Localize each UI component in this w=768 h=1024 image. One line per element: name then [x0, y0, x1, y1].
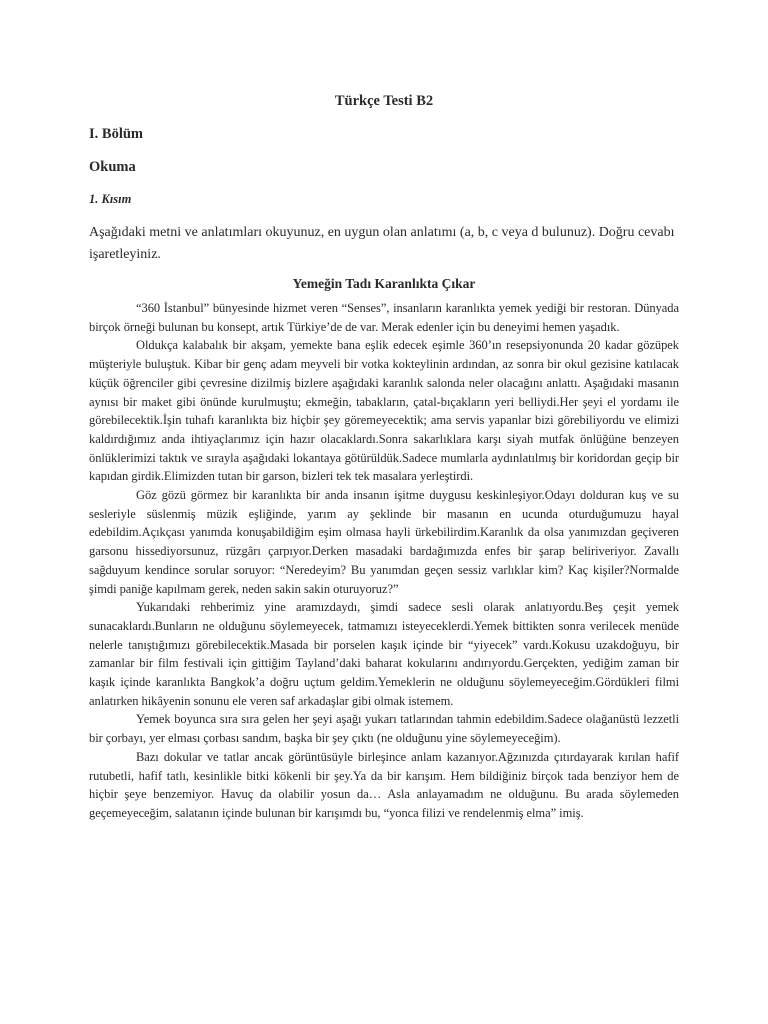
- paragraph: Bazı dokular ve tatlar ancak görüntüsüyle birleşince anlam kazanıyor.Ağzınızda çıtırdayarak kırılan hafif rutubetli, hafif tatlı, kesinlikle bitki kökenli bir şey.Ya da bir karışım. Hem bildiğiniz birçok tada benziyor hem de hiçbir şeye benzemiyor. Havuç da olabilir yosun da… Asla anlayamadım ne olduğunu. Bu arada söylemeden geçemeyeceğim, salatanın içinde bulunan bir karışımdı bu, “yonca filizi ve rendelenmiş elma” imiş.: [89, 749, 679, 820]
- subsection-heading: 1. Kısım: [89, 192, 132, 206]
- reading-title: Yemeğin Tadı Karanlıkta Çıkar: [292, 276, 476, 291]
- reading-body: [89, 299, 679, 823]
- paragraph: Oldukça kalabalık bir akşam, yemekte bana eşlik edecek eşimle 360’ın resepsiyonunda 20 kadar gözüpek müşteriyle buluştuk. Kibar bir genç adam meyveli bir votka kokteylinin ardından, az sonra bir okul gezisine katılacak küçük öğrenciler gibi çevresine dizilmiş bizlere aşağıdaki karanlık salonda neler olacağını anlattı. Aşağıdaki masanın aynısı bir maket gibi önünde kurulmuştu; ekmeğin, tabakların, çatal-bıçakların yeri belliydi.Her şeyi el yordamı ile görebilecektik.İşin tuhafı karanlıkta biz hiçbir şey göremeyecektik; ama servis yapanlar bizi görebiliyordu ve elimizi kaldırdığımız anda ihtiyaçlarımız için hazır olacaklardı.Sonra sakarlıklara karşı siyah mutfak önlüğüne benzeyen önlüklerimizi taktık ve sırayla aşağıdaki lokantaya götürüldük.Sadece mumlarla aydınlatılmış bir koridordan geçip bir kapıdan girdik.Elimizden tutan bir garson, bizleri tek tek masalara yerleştirdi.: [89, 338, 679, 484]
- paragraph: Yukarıdaki rehberimiz yine aramızdaydı, şimdi sadece sesli olarak anlatıyordu.Beş çeşit yemek sunacaklardı.Bunların ne olduğunu söylemeyecek, tatmamızı isteyeceklerdi.Yemek bittikten sonra verilecek menüde nelerle tanıştığımızı görebilecektik.Masada bir porselen kaşık içinde bir “yiyecek” vardı.Kokusu uzakdoğuyu, bir zamanlar bir film festivali için gittiğim Tayland’daki baharat kokularını andırıyordu.Gerçekten, yediğim zaman bir kaşık içinde karanlıkta Bangkok’a doğru uçtum geldim.Yemeklerin ne olduğunu söylemeyeceğim.Gördükleri filmi anlatırken hikâyenin sonunu ele veren saf arkadaşlar gibi olmak istemem.: [89, 600, 679, 708]
- section-heading: Okuma: [89, 159, 136, 175]
- paragraph: Göz gözü görmez bir karanlıkta bir anda insanın işitme duygusu keskinleşiyor.Odayı dolduran kuş ve su sesleriyle süslenmiş müzik eşliğinde, yarım ay şeklinde bir masanın en ucunda oturduğumuzu hayal edebildim.Açıkçası yanımda konuşabildiğim eşim olmasa hayli ürkebilirdim.Karanlık da olsa yanımızdan geçiveren garsonu hissediyorsunuz, rüzgârı çarpıyor.Derken masadaki bardağımızda enfes bir şarap beliriveriyor. Zavallı sağduyum kendince sorular soruyor: “Neredeyim? Bu yanımdan geçen sessiz varlıklar kim? Kaç kişiler?Normalde şimdi paniğe kapılmam gerek, neden sakin sakin oturuyoruz?”: [89, 488, 679, 596]
- paragraph: Yemek boyunca sıra sıra gelen her şeyi aşağı yukarı tatlarından tahmin edebildim.Sadece olağanüstü lezzetli bir çorbayı, yer elması çorbası sandım, başka bir şey çıktı (ne olduğunu yine söylemeyeceğim).: [89, 712, 679, 746]
- test-title: Türkçe Testi B2: [334, 93, 434, 109]
- part-heading: I. Bölüm: [89, 126, 143, 142]
- paragraph: “360 İstanbul” bünyesinde hizmet veren “Senses”, insanların karanlıkta yemek yediği bir restoran. Dünyada birçok örneği bulunan bu konsept, artık Türkiye’de de var. Merak edenler için bu deneyimi hemen yaşadık.: [89, 301, 679, 334]
- instructions-text: Aşağıdaki metni ve anlatımları okuyunuz, en uygun olan anlatımı (a, b, c veya d bulunuz). Doğru cevabı işaretleyiniz.: [89, 225, 675, 262]
